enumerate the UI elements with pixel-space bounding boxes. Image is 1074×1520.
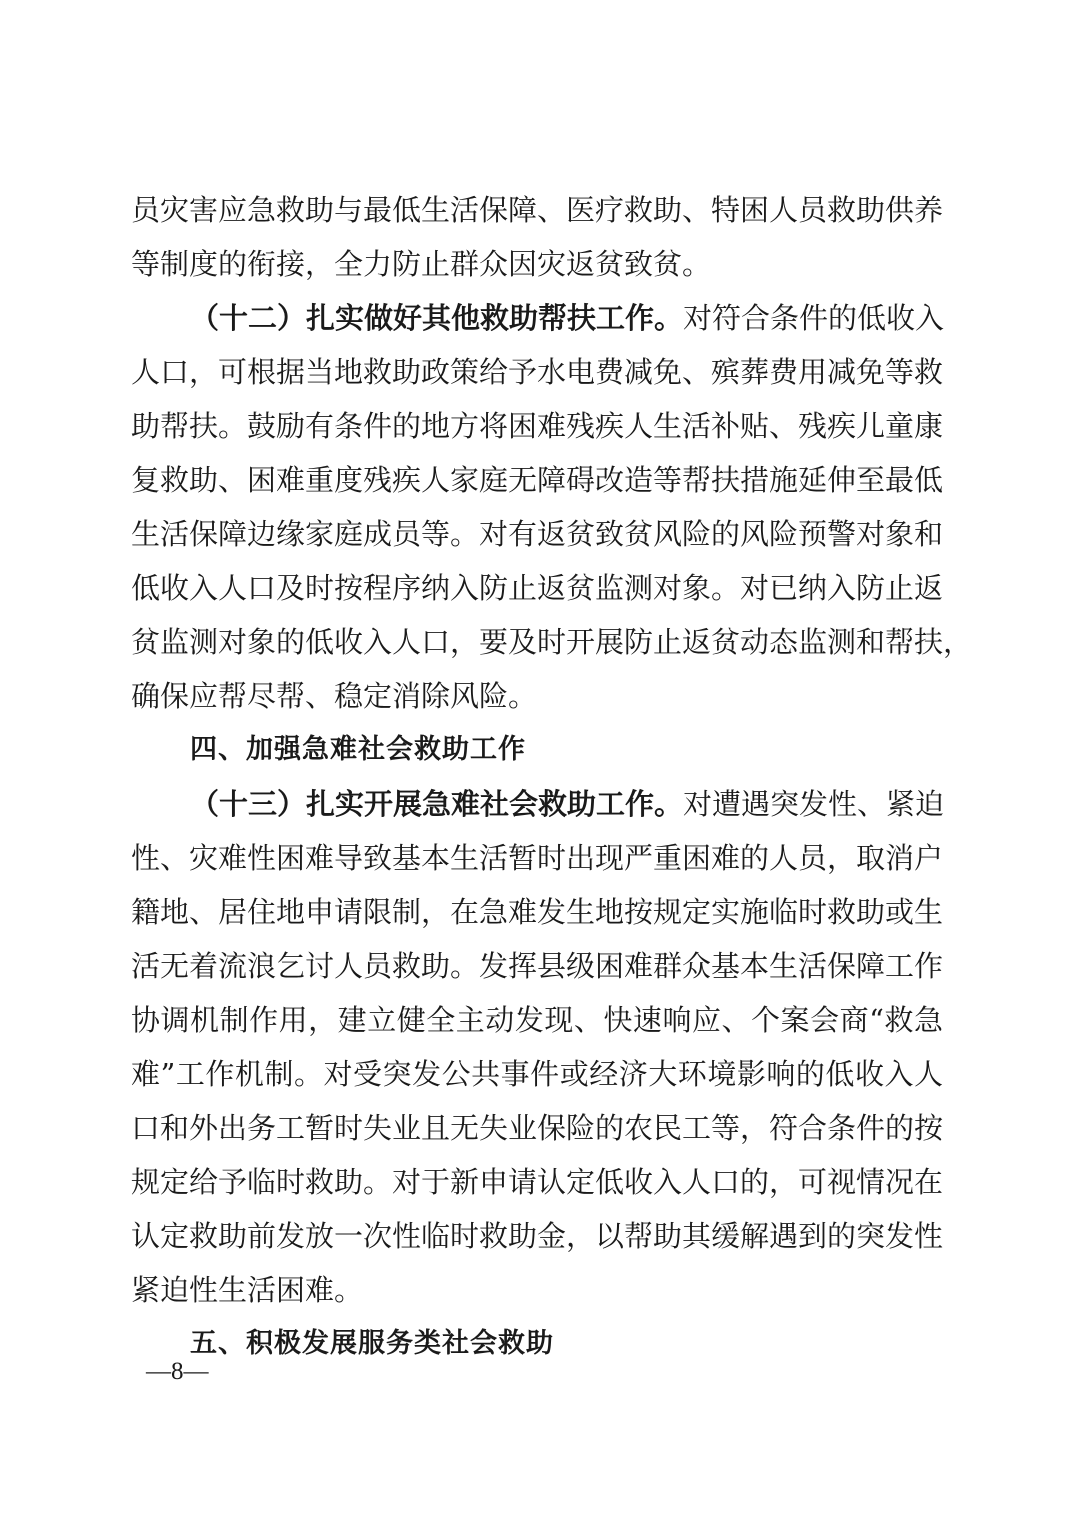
paragraph-line: 认定救助前发放一次性临时救助金，以帮助其缓解遇到的突发性: [131, 1219, 944, 1253]
paragraph-line: 确保应帮尽帮、稳定消除风险。: [131, 679, 538, 713]
section-12-lead: （十二）扎实做好其他救助帮扶工作。: [190, 301, 684, 335]
section-heading-4: 四、加强急难社会救助工作: [190, 734, 526, 765]
paragraph-line: 难”工作机制。对受突发公共事件或经济大环境影响的低收入人: [131, 1057, 943, 1091]
paragraph-line: 协调机制作用，建立健全主动发现、快速响应、个案会商“救急: [131, 1003, 943, 1037]
paragraph-line: 助帮扶。鼓励有条件的地方将困难残疾人生活补贴、残疾儿童康: [131, 409, 944, 443]
paragraph-line: 员灾害应急救助与最低生活保障、医疗救助、特困人员救助供养: [131, 193, 944, 227]
paragraph-line: 性、灾难性困难导致基本生活暂时出现严重困难的人员，取消户: [131, 841, 944, 875]
section-13-lead: （十三）扎实开展急难社会救助工作。: [190, 787, 684, 821]
paragraph-line: 人口，可根据当地救助政策给予水电费减免、殡葬费用减免等救: [131, 355, 944, 389]
paragraph-line: 低收入人口及时按程序纳入防止返贫监测对象。对已纳入防止返: [131, 571, 944, 605]
paragraph-line: 紧迫性生活困难。: [131, 1273, 364, 1307]
paragraph-line: 口和外出务工暂时失业且无失业保险的农民工等，符合条件的按: [131, 1111, 944, 1145]
section-12-first-rest: 对符合条件的低收入: [683, 301, 945, 335]
section-heading-5: 五、积极发展服务类社会救助: [190, 1328, 554, 1359]
paragraph-line: 复救助、困难重度残疾人家庭无障碍改造等帮扶措施延伸至最低: [131, 463, 944, 497]
paragraph-line: 等制度的衔接，全力防止群众因灾返贫致贫。: [131, 247, 712, 281]
paragraph-line: 规定给予临时救助。对于新申请认定低收入人口的，可视情况在: [131, 1165, 944, 1199]
section-13-first-rest: 对遭遇突发性、紧迫: [683, 787, 945, 821]
section-12-first-line: [190, 298, 943, 338]
paragraph-line: 籍地、居住地申请限制，在急难发生地按规定实施临时救助或生: [131, 895, 944, 929]
paragraph-line: 生活保障边缘家庭成员等。对有返贫致贫风险的风险预警对象和: [131, 517, 944, 551]
section-13-first-line: [190, 784, 943, 824]
paragraph-line: 活无着流浪乞讨人员救助。发挥县级困难群众基本生活保障工作: [131, 949, 944, 983]
paragraph-line: 贫监测对象的低收入人口，要及时开展防止返贫动态监测和帮扶，: [131, 625, 973, 659]
page-number: —8—: [146, 1358, 209, 1385]
